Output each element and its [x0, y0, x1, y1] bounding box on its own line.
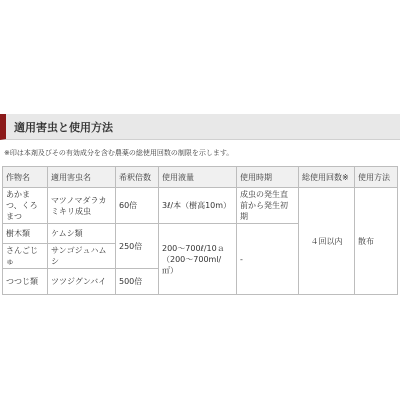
timing-cell: 成虫の発生直前から発生初期: [237, 188, 299, 224]
crop-cell: 樹木類: [3, 224, 48, 244]
section-title: 適用害虫と使用方法: [14, 121, 113, 134]
pest-cell: ケムシ類: [48, 224, 116, 244]
volume-cell: 3ℓ/本（樹高10m）: [159, 188, 237, 224]
dilution-cell: 60倍: [116, 188, 159, 224]
volume-cell: 200〜700ℓ/10ａ（200〜700ml/㎡）: [159, 224, 237, 295]
dilution-cell: 500倍: [116, 269, 159, 295]
header-volume: 使用液量: [159, 167, 237, 188]
header-pest: 適用害虫名: [48, 167, 116, 188]
pest-cell: マツノマダラカミキリ成虫: [48, 188, 116, 224]
section-header: [0, 114, 400, 140]
usage-note: ※印は本剤及びその有効成分を含む農薬の総使用回数の制限を示します。: [4, 149, 234, 157]
table-header-row: [3, 167, 398, 188]
header-method: 使用方法: [355, 167, 398, 188]
header-crop: 作物名: [3, 167, 48, 188]
timing-cell: -: [237, 224, 299, 295]
pest-usage-table: [2, 166, 398, 295]
header-dilution: 希釈倍数: [116, 167, 159, 188]
crop-cell: あかまつ、くろまつ: [3, 188, 48, 224]
pest-cell: ツツジグンバイ: [48, 269, 116, 295]
table-row: [3, 188, 398, 224]
header-timing: 使用時期: [237, 167, 299, 188]
total-uses-cell: ４回以内: [299, 188, 355, 295]
header-total-uses: 総使用回数※: [299, 167, 355, 188]
pest-cell: サンゴジュハムシ: [48, 244, 116, 269]
crop-cell: さんごじゅ: [3, 244, 48, 269]
method-cell: 散布: [355, 188, 398, 295]
dilution-cell: 250倍: [116, 224, 159, 269]
crop-cell: つつじ類: [3, 269, 48, 295]
